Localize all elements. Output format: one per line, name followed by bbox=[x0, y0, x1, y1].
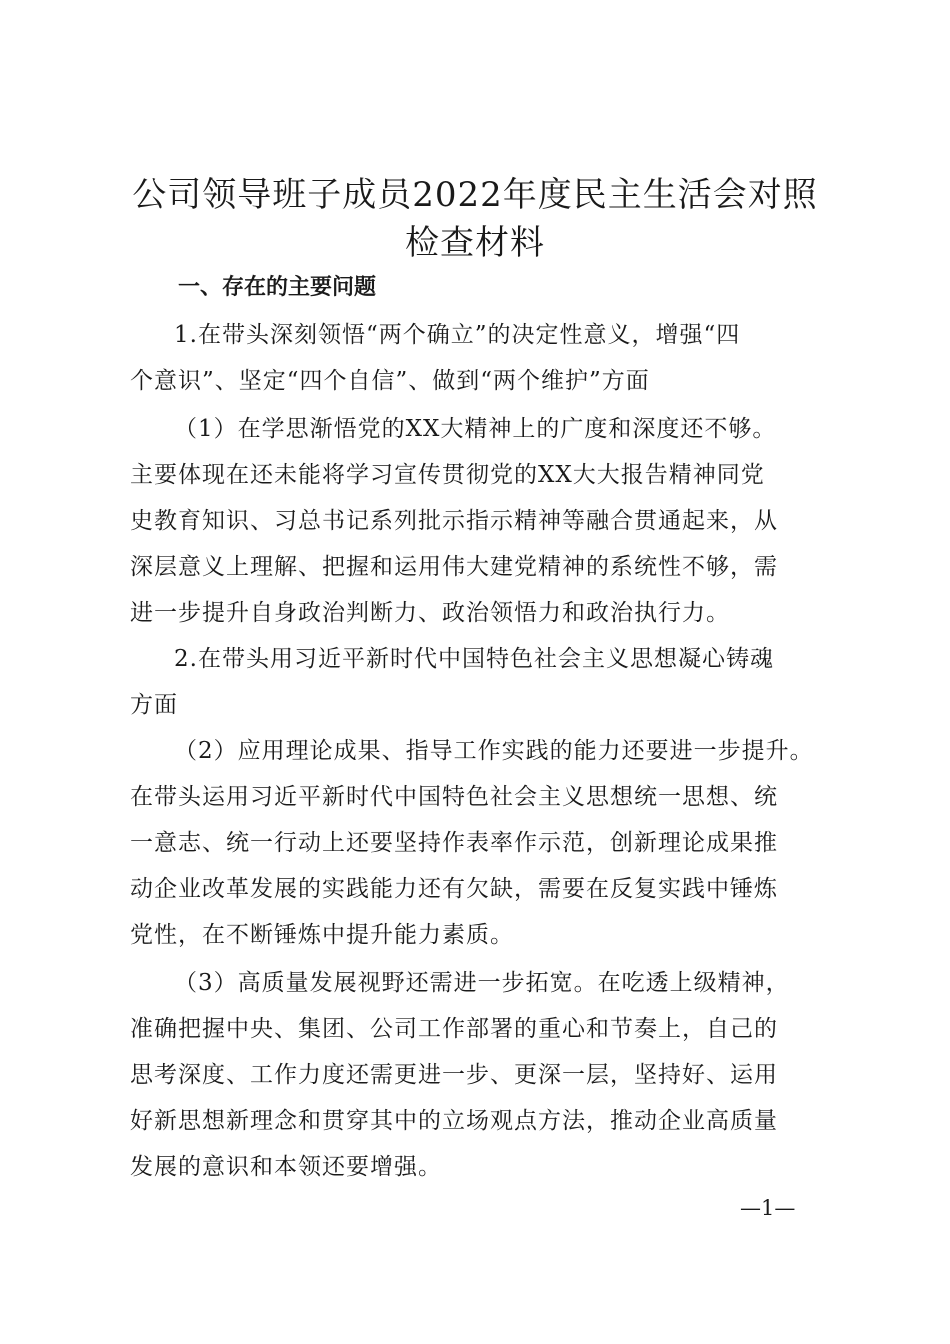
paragraph-line: （1）在学思渐悟党的XX大精神上的广度和深度还不够。 bbox=[174, 416, 777, 442]
paragraph-line: 方面 bbox=[130, 692, 178, 718]
paragraph-line: 发展的意识和本领还要增强。 bbox=[130, 1154, 442, 1180]
paragraph-line: 主要体现在还未能将学习宣传贯彻党的XX大大报告精神同党 bbox=[130, 462, 765, 488]
paragraph-line: 思考深度、工作力度还需更进一步、更深一层，坚持好、运用 bbox=[130, 1062, 778, 1088]
paragraph-line: 动企业改革发展的实践能力还有欠缺，需要在反复实践中锤炼 bbox=[130, 876, 778, 902]
paragraph-line: 在带头运用习近平新时代中国特色社会主义思想统一思想、统 bbox=[130, 784, 778, 810]
paragraph-line: 1.在带头深刻领悟“两个确立”的决定性意义，增强“四 bbox=[174, 322, 741, 348]
document-title-line-1: 公司领导班子成员2022年度民主生活会对照 bbox=[132, 175, 818, 215]
paragraph-line: 进一步提升自身政治判断力、政治领悟力和政治执行力。 bbox=[130, 600, 730, 626]
paragraph-line: 党性，在不断锤炼中提升能力素质。 bbox=[130, 922, 514, 948]
section-heading: 一、存在的主要问题 bbox=[178, 275, 377, 300]
paragraph-line: （3）高质量发展视野还需进一步拓宽。在吃透上级精神， bbox=[174, 970, 790, 996]
paragraph-line: 个意识”、坚定“四个自信”、做到“两个维护”方面 bbox=[130, 368, 650, 394]
paragraph-line: 深层意义上理解、把握和运用伟大建党精神的系统性不够，需 bbox=[130, 554, 778, 580]
paragraph-line: 史教育知识、习总书记系列批示指示精神等融合贯通起来，从 bbox=[130, 508, 778, 534]
paragraph-line: 一意志、统一行动上还要坚持作表率作示范，创新理论成果推 bbox=[130, 830, 778, 856]
page-number: —1— bbox=[740, 1196, 796, 1220]
document-title-line-2: 检查材料 bbox=[405, 223, 545, 263]
paragraph-line: 准确把握中央、集团、公司工作部署的重心和节奏上，自己的 bbox=[130, 1016, 778, 1042]
paragraph-line: （2）应用理论成果、指导工作实践的能力还要进一步提升。 bbox=[174, 738, 814, 764]
paragraph-line: 好新思想新理念和贯穿其中的立场观点方法，推动企业高质量 bbox=[130, 1108, 778, 1134]
paragraph-line: 2.在带头用习近平新时代中国特色社会主义思想凝心铸魂 bbox=[174, 646, 774, 672]
